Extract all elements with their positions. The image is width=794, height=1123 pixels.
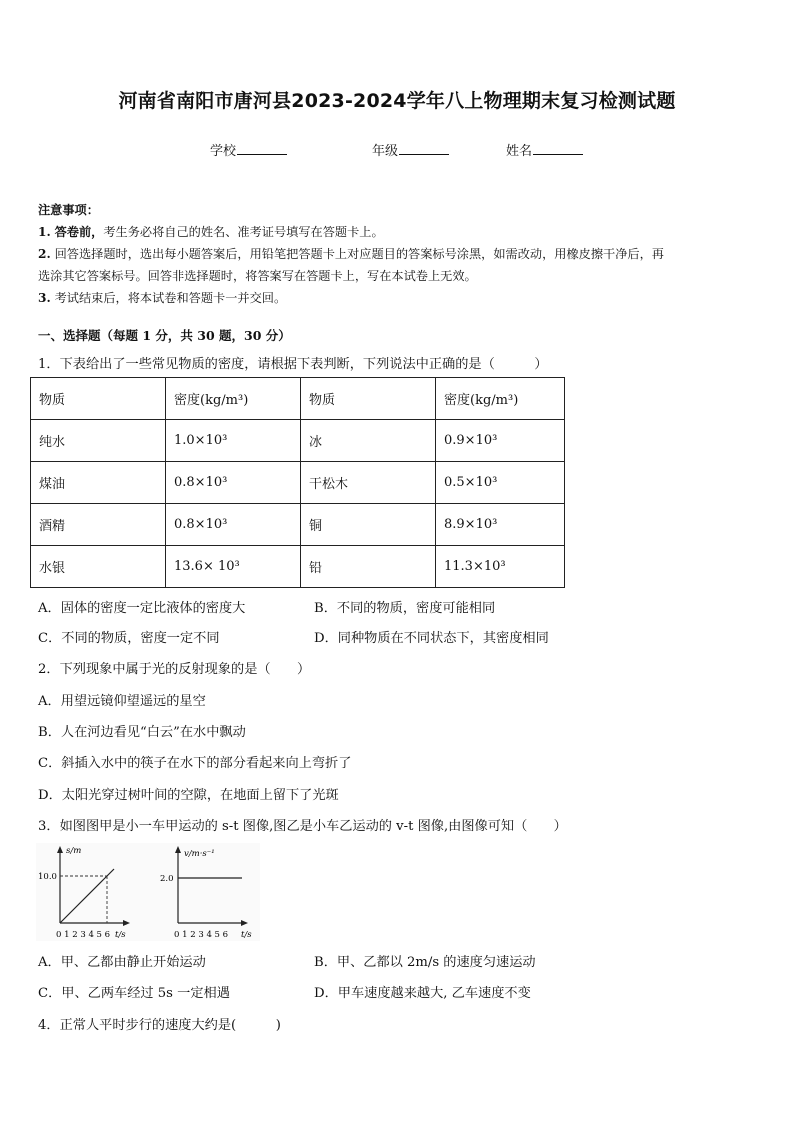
q2-option-c: C．斜插入水中的筷子在水下的部分看起来向上弯折了 [38,756,352,771]
notice-block [38,199,758,309]
graph-v-t [156,843,260,945]
q1-stem: 1．下表给出了一些常见物质的密度，请根据下表判断，下列说法中正确的是（ ） [38,357,548,372]
table-cell: 物质 [301,378,436,420]
table-cell: 8.9×10³ [436,504,565,546]
x-axis-label: t/s [115,930,126,940]
table-cell: 纯水 [31,420,166,462]
table-cell: 11.3×10³ [436,546,565,588]
table-cell: 1.0×10³ [166,420,301,462]
x-tick-labels: 0 1 2 3 4 5 6 [174,930,229,940]
grade-field [372,140,449,159]
q2-option-d: D．太阳光穿过树叶间的空隙，在地面上留下了光斑 [38,788,339,803]
notice-item-2: 2. 回答选择题时，选出每小题答案后，用铅笔把答题卡上对应题目的答案标号涂黑，如需改动，用橡皮擦干净后，再 [38,247,664,261]
density-table [30,377,565,588]
table-cell: 0.8×10³ [166,504,301,546]
name-field [506,140,583,159]
notice-item-1: 1. 答卷前，考生务必将自己的姓名、准考证号填写在答题卡上。 [38,225,384,239]
grade-label: 年级 [372,144,399,159]
q1-option-c: C．不同的物质，密度一定不同 [38,631,220,646]
q2-stem: 2．下列现象中属于光的反射现象的是（ ） [38,662,311,677]
q3-option-c: C．甲、乙两车经过 5s 一定相遇 [38,986,230,1001]
table-cell: 铅 [301,546,436,588]
table-cell: 酒精 [31,504,166,546]
table-cell: 铜 [301,504,436,546]
y-value-label: 2.0 [160,874,174,884]
school-label: 学校 [210,144,237,159]
y-axis-label: s/m [66,846,82,856]
q3-option-d: D．甲车速度越来越大, 乙车速度不变 [314,986,531,1001]
table-cell: 干松木 [301,462,436,504]
q3-option-a: A．甲、乙都由静止开始运动 [38,955,206,970]
q1-option-a: A．固体的密度一定比液体的密度大 [38,601,246,616]
table-cell: 水银 [31,546,166,588]
table-row [31,546,565,588]
q1-option-b: B．不同的物质，密度可能相同 [314,601,496,616]
x-axis-label: t/s [241,930,252,940]
q2-option-a: A．用望远镜仰望遥远的星空 [38,694,206,709]
notice-heading: 注意事项： [38,203,99,217]
table-row [31,420,565,462]
graph-v-t-svg [156,843,260,941]
name-label: 姓名 [506,144,533,159]
table-cell: 物质 [31,378,166,420]
section-heading: 一、选择题（每题 1 分，共 30 题，30 分） [38,328,291,343]
table-cell: 13.6× 10³ [166,546,301,588]
table-header-row [31,378,565,420]
school-blank [237,142,287,155]
name-blank [533,142,583,155]
table-cell: 煤油 [31,462,166,504]
y-value-label: 10.0 [38,872,57,882]
table-cell: 密度(kg/m³) [166,378,301,420]
school-field [210,140,287,159]
grade-blank [399,142,449,155]
table-cell: 0.5×10³ [436,462,565,504]
table-cell: 0.8×10³ [166,462,301,504]
q1-option-d: D．同种物质在不同状态下，其密度相同 [314,631,549,646]
table-cell: 密度(kg/m³) [436,378,565,420]
notice-item-3: 3. 考试结束后，将本试卷和答题卡一并交回。 [38,291,287,305]
table-row [31,462,565,504]
exam-title: 河南省南阳市唐河县2023-2024学年八上物理期末复习检测试题 [118,90,676,112]
table-cell: 冰 [301,420,436,462]
table-row [31,504,565,546]
q2-option-b: B．人在河边看见“白云”在水中飘动 [38,725,246,740]
q3-option-b: B．甲、乙都以 2m/s 的速度匀速运动 [314,955,536,970]
q4-stem: 4．正常人平时步行的速度大约是( ) [38,1018,281,1033]
q3-stem: 3．如图图甲是小一车甲运动的 s-t 图像,图乙是小车乙运动的 v-t 图像,由图像可知（ ） [38,819,567,834]
notice-item-2-cont: 选涂其它答案标号。回答非选择题时，将答案写在答题卡上，写在本试卷上无效。 [38,269,477,283]
table-cell: 0.9×10³ [436,420,565,462]
x-tick-labels: 0 1 2 3 4 5 6 [56,930,111,940]
y-axis-label: v/m·s⁻¹ [184,849,215,859]
